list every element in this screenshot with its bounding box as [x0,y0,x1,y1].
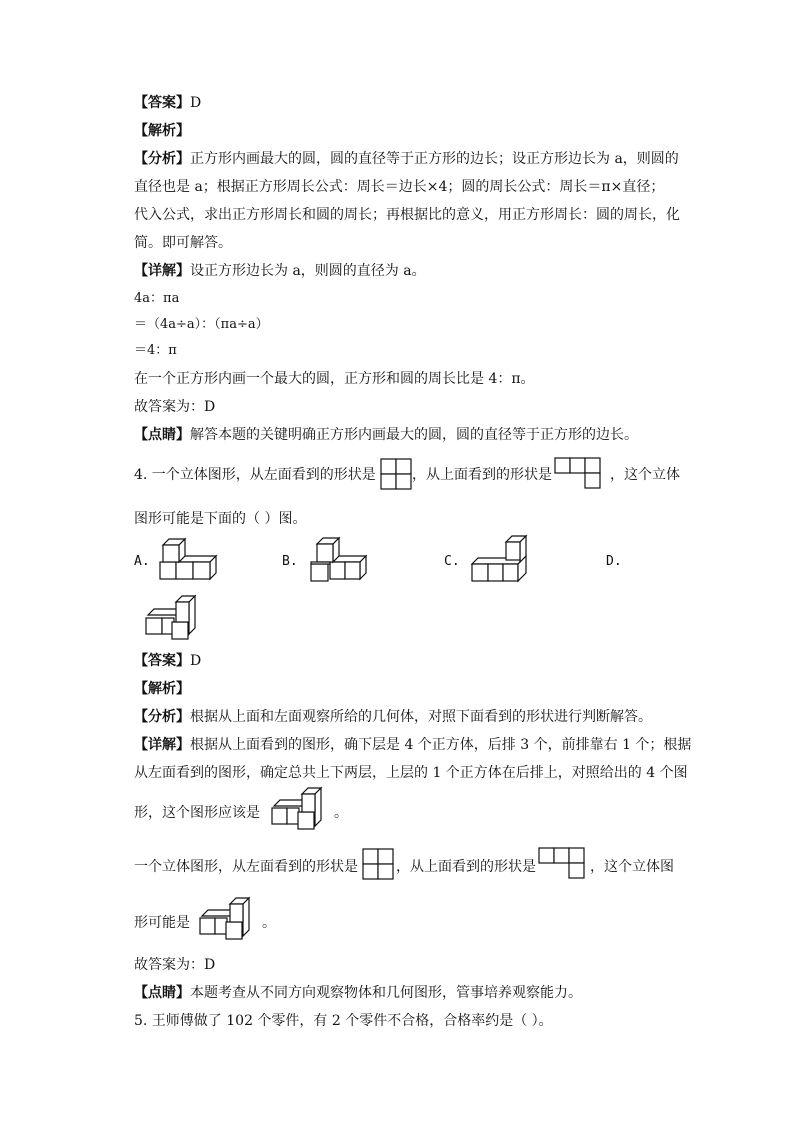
xiangjie-text: 设正方形边长为 a，则圆的直径为 a。 [190,263,426,279]
xiangjie-text: 根据从上面看到的图形，确下层是 4 个正方体，后排 3 个，前排靠右 1 个；根据 [190,737,692,753]
q3-math-line-3: ＝4：π [134,343,177,358]
recap-top-view-figure [538,846,586,882]
q4-recap-part3: ，这个立体图 [590,859,674,875]
option-b-figure [308,540,370,584]
answer-figure-1 [270,790,326,832]
q4-xiangjie-line-3a: 形，这个图形应该是 [134,805,260,821]
left-view-figure [380,458,412,490]
q4-dianjing-line [134,984,582,1002]
recap-left-view-figure [362,848,394,880]
q4-recap-part1: 一个立体图形，从左面看到的形状是 [134,859,358,875]
q4-recap-line2b: 。 [262,915,276,931]
fenxi-label: 【分析】 [134,151,190,167]
q3-fenxi-line-2: 直径也是 a；根据正方形周长公式：周长＝边长×4；圆的周长公式：周长＝π×直径； [134,179,665,195]
q3-final-answer: 故答案为：D [134,399,216,415]
q4-stem-part2: ，从上面看到的形状是 [412,467,552,483]
option-c-figure [470,538,530,586]
q4-recap-part2: ，从上面看到的形状是 [396,859,536,875]
q4-fenxi-line [134,708,652,726]
dianjing-text: 解答本题的关键明确正方形内画最大的圆，圆的直径等于正方形的边长。 [190,427,638,443]
answer-value: D [190,653,202,669]
q3-math-line-2: ＝（4a÷a）：（πa÷a） [134,317,269,332]
option-b-label: B. [282,554,298,569]
option-c-label: C. [444,554,460,569]
q3-xiangjie-line [134,262,426,280]
q3-conclusion: 在一个正方形内画一个最大的圆，正方形和圆的周长比是 4：π。 [134,371,535,387]
q3-math-line-1: 4a：πa [134,291,180,306]
q4-stem-part1: 4. 一个立体图形，从左面看到的形状是 [134,467,376,483]
answer-value: D [190,95,202,111]
dianjing-label: 【点睛】 [134,427,190,443]
q4-xiangjie-line-3b: 。 [334,805,348,821]
xiangjie-label: 【详解】 [134,263,190,279]
option-d-figure [142,598,200,642]
q3-fenxi-line-4: 简。即可解答。 [134,235,232,251]
q3-fenxi-line-1 [134,150,679,168]
q4-stem-part3: ，这个立体 [610,467,680,483]
fenxi-text: 正方形内画最大的圆，圆的直径等于正方形的边长；设正方形边长为 a，则圆的 [190,151,679,167]
answer-label: 【答案】 [134,653,190,669]
option-a-label: A. [134,554,150,569]
answer-figure-2 [198,900,254,942]
option-a-figure [158,542,220,582]
q3-fenxi-line-3: 代入公式，求出正方形周长和圆的周长；再根据比的意义，用正方形周长：圆的周长，化 [134,207,680,223]
q4-answer-line [134,652,201,670]
top-view-figure [554,456,602,492]
q5-stem: 5. 王师傅做了 102 个零件，有 2 个零件不合格，合格率约是（ ）。 [134,1013,553,1029]
q3-answer-line [134,94,201,112]
answer-label: 【答案】 [134,95,190,111]
q3-dianjing-line [134,426,638,444]
q4-xiangjie-line-2: 从左面看到的图形，确定总共上下两层，上层的 1 个正方体在后排上，对照给出的 4 个图 [134,765,688,781]
fenxi-label: 【分析】 [134,709,190,725]
dianjing-label: 【点睛】 [134,985,190,1001]
q4-final-answer: 故答案为：D [134,957,216,973]
option-d-label: D. [606,554,622,569]
q4-analysis-label: 【解析】 [134,681,190,697]
q4-stem-line2: 图形可能是下面的（ ）图。 [134,511,307,527]
fenxi-text: 根据从上面和左面观察所给的几何体，对照下面看到的形状进行判断解答。 [190,709,652,725]
q3-analysis-label: 【解析】 [134,123,190,139]
q4-xiangjie-line-1 [134,736,691,754]
xiangjie-label: 【详解】 [134,737,190,753]
dianjing-text: 本题考查从不同方向观察物体和几何图形，管事培养观察能力。 [190,985,582,1001]
q4-recap-line2a: 形可能是 [134,915,190,931]
